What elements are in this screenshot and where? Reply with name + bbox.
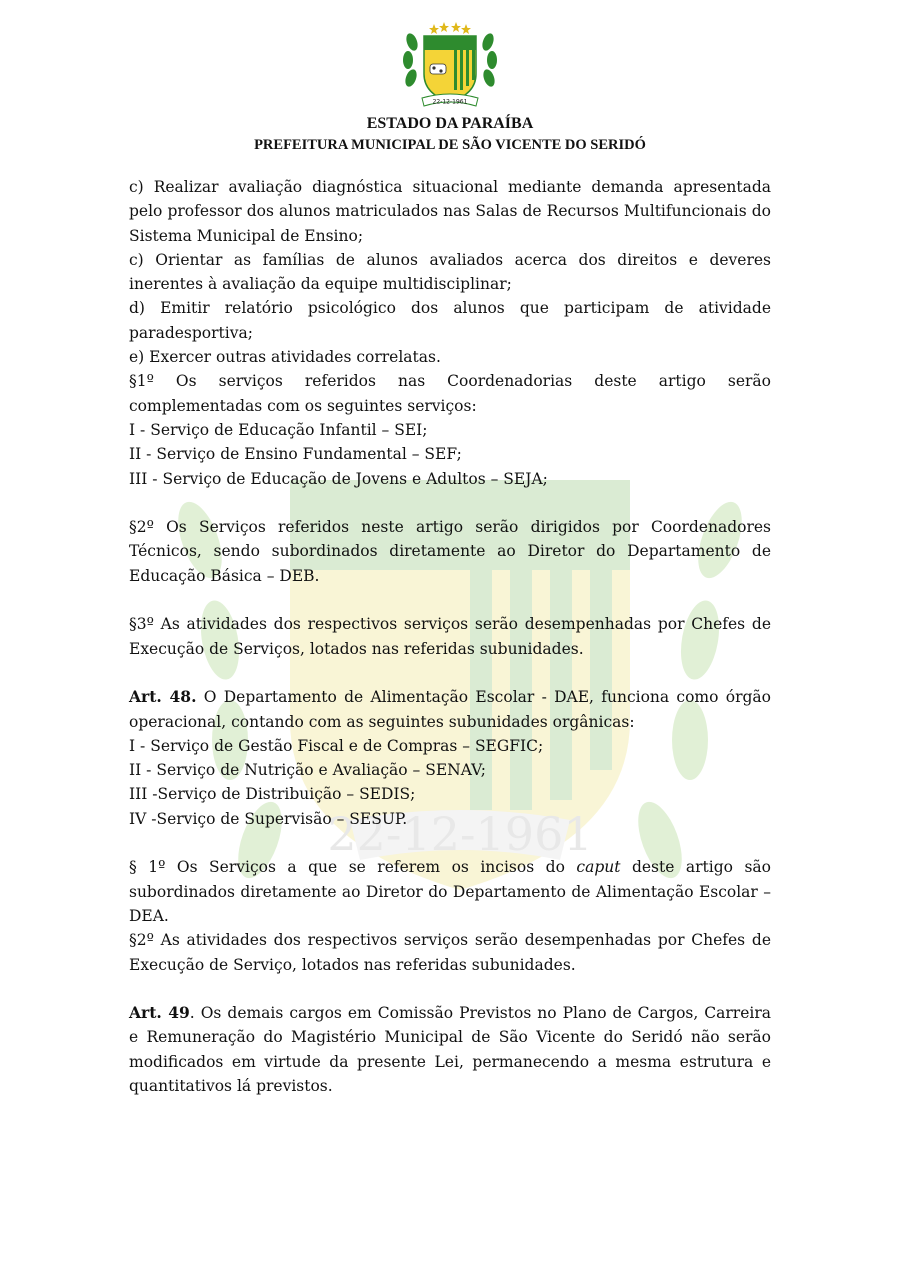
caput-term: caput bbox=[576, 858, 621, 877]
article-48 bbox=[129, 685, 771, 734]
article-49 bbox=[129, 1001, 771, 1098]
crest-date: 22-12-1961 bbox=[432, 98, 468, 106]
paragraph: d) Emitir relatório psicológico dos alunos que participam de atividade paradesportiva; bbox=[129, 299, 771, 342]
coat-of-arms-logo bbox=[398, 20, 502, 110]
document-body bbox=[129, 175, 771, 1098]
paragraph: §2º As atividades dos respectivos serviços serão desempenhadas por Chefes de Execução de Serviço, lotados nas referidas subunidades. bbox=[129, 931, 771, 974]
paragraph: e) Exercer outras atividades correlatas. bbox=[129, 348, 441, 367]
article-text: . Os demais cargos em Comissão Previstos no Plano de Cargos, Carreira e Remuneração do Magistério Municipal de São Vicente do Seridó não serão modificados em virtude da presente Lei, permanecendo a mesma estrutura e quantitativos lá previstos. bbox=[129, 1004, 771, 1095]
paragraph: §1º Os serviços referidos nas Coordenadorias deste artigo serão complementadas com os seguintes serviços: bbox=[129, 372, 771, 415]
city-hall-title: PREFEITURA MUNICIPAL DE SÃO VICENTE DO SERIDÓ bbox=[254, 137, 646, 153]
paragraph: §2º Os Serviços referidos neste artigo serão dirigidos por Coordenadores Técnicos, sendo subordinados diretamente ao Diretor do Departamento de Educação Básica – DEB. bbox=[129, 518, 771, 585]
paragraph-text: § 1º Os Serviços a que se referem os incisos do bbox=[129, 858, 577, 877]
list-item: I - Serviço de Gestão Fiscal e de Compras – SEGFIC; bbox=[129, 736, 544, 755]
paragraph bbox=[129, 855, 771, 928]
article-text: O Departamento de Alimentação Escolar - DAE, funciona como órgão operacional, contando com as seguintes subunidades orgânicas: bbox=[129, 688, 771, 731]
list-item: II - Serviço de Nutrição e Avaliação – SENAV; bbox=[129, 761, 486, 780]
list-item: I - Serviço de Educação Infantil – SEI; bbox=[129, 420, 428, 439]
article-label: Art. 49 bbox=[129, 1003, 190, 1023]
svg-text:22-12-1961: 22-12-1961 bbox=[327, 807, 593, 861]
state-title: ESTADO DA PARAÍBA bbox=[366, 115, 534, 132]
paragraph-text: deste artigo são subordinados diretamente ao Diretor do Departamento de Alimentação Escolar – DEA. bbox=[129, 858, 772, 925]
paragraph: c) Realizar avaliação diagnóstica situacional mediante demanda apresentada pelo professor dos alunos matriculados nas Salas de Recursos Multifuncionais do Sistema Municipal de Ensino; bbox=[129, 178, 771, 245]
list-item: II - Serviço de Ensino Fundamental – SEF; bbox=[129, 445, 462, 464]
list-item: IV -Serviço de Supervisão – SESUP. bbox=[129, 809, 408, 828]
list-item: III -Serviço de Distribuição – SEDIS; bbox=[129, 785, 416, 804]
paragraph: c) Orientar as famílias de alunos avaliados acerca dos direitos e deveres inerentes à avaliação da equipe multidisciplinar; bbox=[129, 250, 771, 294]
list-item: III - Serviço de Educação de Jovens e Adultos – SEJA; bbox=[129, 469, 548, 488]
article-label: Art. 48. bbox=[129, 687, 197, 707]
paragraph: §3º As atividades dos respectivos serviços serão desempenhadas por Chefes de Execução de Serviços, lotados nas referidas subunidades. bbox=[129, 615, 771, 658]
